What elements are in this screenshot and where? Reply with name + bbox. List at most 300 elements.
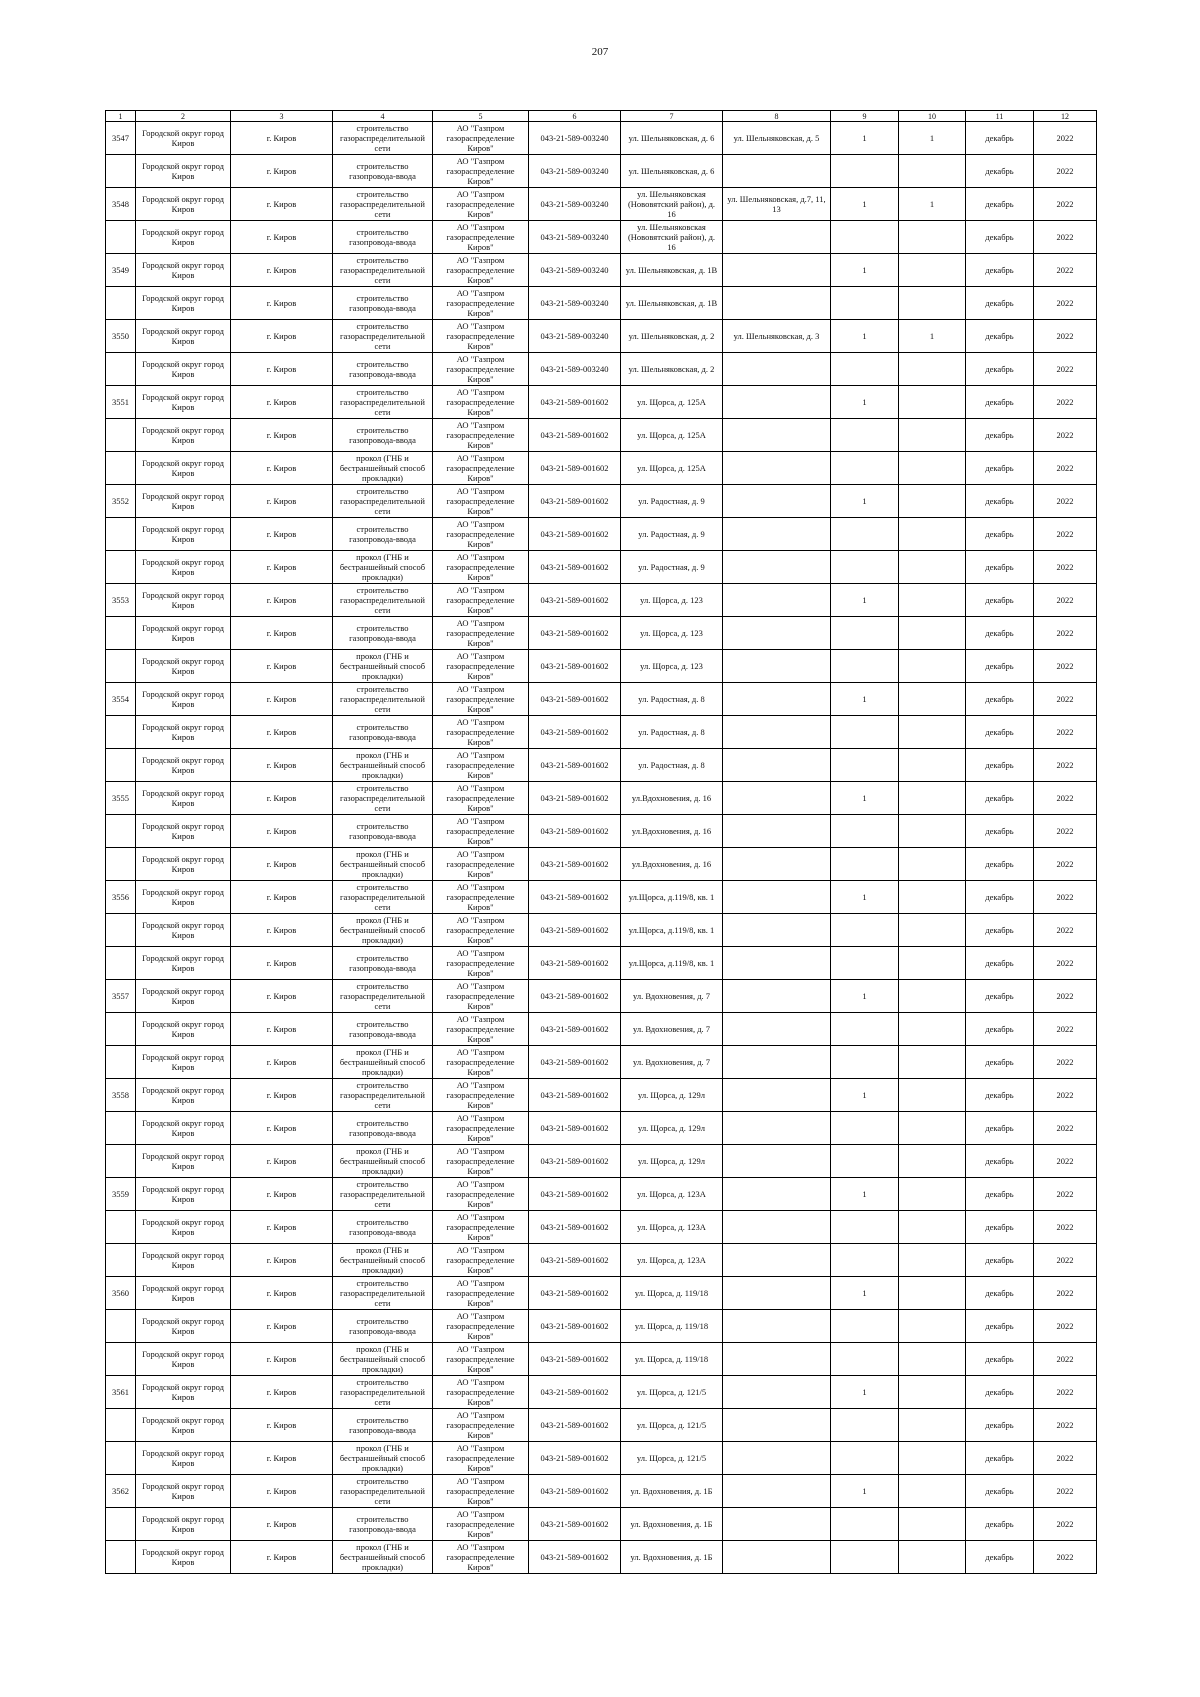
program-code-cell: 043-21-589-001602 xyxy=(529,1376,621,1409)
organization-cell: АО "Газпром газораспределение Киров" xyxy=(433,1112,529,1145)
settlement-cell: г. Киров xyxy=(231,1442,333,1475)
settlement-cell: г. Киров xyxy=(231,1112,333,1145)
quantity-a-cell: 1 xyxy=(831,782,899,815)
quantity-a-cell: 1 xyxy=(831,320,899,353)
month-cell: декабрь xyxy=(966,683,1034,716)
column-number-cell: 4 xyxy=(333,111,433,122)
program-code-cell: 043-21-589-001602 xyxy=(529,947,621,980)
quantity-a-cell xyxy=(831,617,899,650)
year-cell: 2022 xyxy=(1034,155,1097,188)
month-cell: декабрь xyxy=(966,650,1034,683)
work-type-cell: строительство газораспределительной сети xyxy=(333,584,433,617)
program-code-cell: 043-21-589-001602 xyxy=(529,683,621,716)
municipality-cell: Городской округ город Киров xyxy=(136,1211,231,1244)
quantity-a-cell xyxy=(831,716,899,749)
year-cell: 2022 xyxy=(1034,221,1097,254)
address-cell: ул. Шельняковская, д. 2 xyxy=(621,353,723,386)
settlement-cell: г. Киров xyxy=(231,782,333,815)
year-cell: 2022 xyxy=(1034,1409,1097,1442)
row-number-cell xyxy=(106,452,136,485)
quantity-b-cell xyxy=(899,221,966,254)
address-cell: ул. Вдохновения, д. 7 xyxy=(621,1046,723,1079)
connected-addresses-cell xyxy=(723,1409,831,1442)
address-cell: ул.Щорса, д.119/8, кв. 1 xyxy=(621,914,723,947)
program-code-cell: 043-21-589-001602 xyxy=(529,782,621,815)
table-row xyxy=(106,386,1097,419)
work-type-cell: строительство газопровода-ввода xyxy=(333,518,433,551)
municipality-cell: Городской округ город Киров xyxy=(136,1343,231,1376)
quantity-b-cell xyxy=(899,1145,966,1178)
connected-addresses-cell xyxy=(723,1079,831,1112)
quantity-a-cell: 1 xyxy=(831,584,899,617)
address-cell: ул. Щорса, д. 123А xyxy=(621,1211,723,1244)
settlement-cell: г. Киров xyxy=(231,1145,333,1178)
year-cell: 2022 xyxy=(1034,452,1097,485)
municipality-cell: Городской округ город Киров xyxy=(136,1310,231,1343)
year-cell: 2022 xyxy=(1034,1013,1097,1046)
settlement-cell: г. Киров xyxy=(231,419,333,452)
table-row xyxy=(106,1343,1097,1376)
settlement-cell: г. Киров xyxy=(231,254,333,287)
quantity-b-cell xyxy=(899,947,966,980)
settlement-cell: г. Киров xyxy=(231,122,333,155)
row-number-cell: 3550 xyxy=(106,320,136,353)
connected-addresses-cell: ул. Шельняковская, д. 5 xyxy=(723,122,831,155)
year-cell: 2022 xyxy=(1034,650,1097,683)
work-type-cell: прокол (ГНБ и бестраншейный способ прокладки) xyxy=(333,1046,433,1079)
month-cell: декабрь xyxy=(966,1211,1034,1244)
year-cell: 2022 xyxy=(1034,551,1097,584)
quantity-b-cell xyxy=(899,1211,966,1244)
connected-addresses-cell xyxy=(723,1475,831,1508)
month-cell: декабрь xyxy=(966,452,1034,485)
organization-cell: АО "Газпром газораспределение Киров" xyxy=(433,1277,529,1310)
quantity-b-cell xyxy=(899,551,966,584)
work-type-cell: строительство газопровода-ввода xyxy=(333,1508,433,1541)
year-cell: 2022 xyxy=(1034,782,1097,815)
table-row xyxy=(106,221,1097,254)
quantity-a-cell xyxy=(831,1145,899,1178)
address-cell: ул.Вдохновения, д. 16 xyxy=(621,782,723,815)
year-cell: 2022 xyxy=(1034,848,1097,881)
connected-addresses-cell xyxy=(723,848,831,881)
quantity-a-cell xyxy=(831,287,899,320)
table-row xyxy=(106,1442,1097,1475)
table-row xyxy=(106,617,1097,650)
month-cell: декабрь xyxy=(966,155,1034,188)
settlement-cell: г. Киров xyxy=(231,221,333,254)
municipality-cell: Городской округ город Киров xyxy=(136,947,231,980)
settlement-cell: г. Киров xyxy=(231,617,333,650)
work-type-cell: строительство газораспределительной сети xyxy=(333,254,433,287)
quantity-b-cell xyxy=(899,980,966,1013)
table-row xyxy=(106,254,1097,287)
settlement-cell: г. Киров xyxy=(231,1277,333,1310)
program-code-cell: 043-21-589-001602 xyxy=(529,716,621,749)
table-row xyxy=(106,287,1097,320)
organization-cell: АО "Газпром газораспределение Киров" xyxy=(433,1409,529,1442)
column-number-cell: 11 xyxy=(966,111,1034,122)
organization-cell: АО "Газпром газораспределение Киров" xyxy=(433,1211,529,1244)
work-type-cell: строительство газопровода-ввода xyxy=(333,947,433,980)
quantity-b-cell xyxy=(899,1244,966,1277)
quantity-a-cell xyxy=(831,1046,899,1079)
program-code-cell: 043-21-589-001602 xyxy=(529,1343,621,1376)
program-code-cell: 043-21-589-001602 xyxy=(529,584,621,617)
quantity-a-cell xyxy=(831,1343,899,1376)
settlement-cell: г. Киров xyxy=(231,386,333,419)
month-cell: декабрь xyxy=(966,980,1034,1013)
connected-addresses-cell xyxy=(723,1442,831,1475)
quantity-b-cell xyxy=(899,716,966,749)
work-type-cell: прокол (ГНБ и бестраншейный способ прокладки) xyxy=(333,551,433,584)
row-number-cell: 3561 xyxy=(106,1376,136,1409)
year-cell: 2022 xyxy=(1034,485,1097,518)
settlement-cell: г. Киров xyxy=(231,452,333,485)
address-cell: ул. Щорса, д. 121/5 xyxy=(621,1409,723,1442)
table-body xyxy=(106,122,1097,1574)
quantity-b-cell xyxy=(899,518,966,551)
quantity-a-cell xyxy=(831,353,899,386)
row-number-cell xyxy=(106,518,136,551)
organization-cell: АО "Газпром газораспределение Киров" xyxy=(433,650,529,683)
settlement-cell: г. Киров xyxy=(231,518,333,551)
table-row xyxy=(106,782,1097,815)
address-cell: ул. Щорса, д. 129л xyxy=(621,1112,723,1145)
work-type-cell: прокол (ГНБ и бестраншейный способ прокладки) xyxy=(333,1541,433,1574)
program-code-cell: 043-21-589-001602 xyxy=(529,650,621,683)
work-type-cell: прокол (ГНБ и бестраншейный способ прокладки) xyxy=(333,1244,433,1277)
program-code-cell: 043-21-589-001602 xyxy=(529,1013,621,1046)
row-number-cell xyxy=(106,1013,136,1046)
municipality-cell: Городской округ город Киров xyxy=(136,848,231,881)
row-number-cell: 3556 xyxy=(106,881,136,914)
municipality-cell: Городской округ город Киров xyxy=(136,650,231,683)
work-type-cell: строительство газораспределительной сети xyxy=(333,1277,433,1310)
month-cell: декабрь xyxy=(966,1244,1034,1277)
month-cell: декабрь xyxy=(966,815,1034,848)
connected-addresses-cell xyxy=(723,155,831,188)
work-type-cell: строительство газораспределительной сети xyxy=(333,782,433,815)
organization-cell: АО "Газпром газораспределение Киров" xyxy=(433,782,529,815)
connected-addresses-cell xyxy=(723,584,831,617)
quantity-b-cell: 1 xyxy=(899,320,966,353)
quantity-a-cell xyxy=(831,815,899,848)
quantity-b-cell xyxy=(899,1310,966,1343)
row-number-cell xyxy=(106,1310,136,1343)
organization-cell: АО "Газпром газораспределение Киров" xyxy=(433,155,529,188)
program-code-cell: 043-21-589-001602 xyxy=(529,1409,621,1442)
organization-cell: АО "Газпром газораспределение Киров" xyxy=(433,419,529,452)
municipality-cell: Городской округ город Киров xyxy=(136,1079,231,1112)
quantity-b-cell xyxy=(899,1112,966,1145)
year-cell: 2022 xyxy=(1034,353,1097,386)
month-cell: декабрь xyxy=(966,1409,1034,1442)
connected-addresses-cell xyxy=(723,1343,831,1376)
address-cell: ул. Щорса, д. 129л xyxy=(621,1145,723,1178)
year-cell: 2022 xyxy=(1034,518,1097,551)
year-cell: 2022 xyxy=(1034,584,1097,617)
work-type-cell: прокол (ГНБ и бестраншейный способ прокладки) xyxy=(333,1145,433,1178)
program-code-cell: 043-21-589-003240 xyxy=(529,188,621,221)
quantity-a-cell xyxy=(831,1508,899,1541)
work-type-cell: строительство газораспределительной сети xyxy=(333,188,433,221)
quantity-b-cell xyxy=(899,386,966,419)
organization-cell: АО "Газпром газораспределение Киров" xyxy=(433,914,529,947)
program-code-cell: 043-21-589-001602 xyxy=(529,1541,621,1574)
page-number: 207 xyxy=(591,46,609,58)
table-row xyxy=(106,155,1097,188)
row-number-cell xyxy=(106,551,136,584)
program-code-cell: 043-21-589-001602 xyxy=(529,815,621,848)
work-type-cell: строительство газопровода-ввода xyxy=(333,1211,433,1244)
address-cell: ул. Радостная, д. 9 xyxy=(621,551,723,584)
program-code-cell: 043-21-589-003240 xyxy=(529,353,621,386)
address-cell: ул. Щорса, д. 123 xyxy=(621,584,723,617)
program-code-cell: 043-21-589-001602 xyxy=(529,1277,621,1310)
address-cell: ул. Радостная, д. 9 xyxy=(621,518,723,551)
organization-cell: АО "Газпром газораспределение Киров" xyxy=(433,1013,529,1046)
connected-addresses-cell xyxy=(723,551,831,584)
organization-cell: АО "Газпром газораспределение Киров" xyxy=(433,617,529,650)
address-cell: ул. Радостная, д. 9 xyxy=(621,485,723,518)
work-type-cell: строительство газораспределительной сети xyxy=(333,386,433,419)
organization-cell: АО "Газпром газораспределение Киров" xyxy=(433,881,529,914)
organization-cell: АО "Газпром газораспределение Киров" xyxy=(433,1079,529,1112)
table-header xyxy=(106,111,1097,122)
organization-cell: АО "Газпром газораспределение Киров" xyxy=(433,1376,529,1409)
quantity-a-cell: 1 xyxy=(831,1178,899,1211)
address-cell: ул. Шельняковская (Нововятский район), д. 16 xyxy=(621,188,723,221)
month-cell: декабрь xyxy=(966,848,1034,881)
organization-cell: АО "Газпром газораспределение Киров" xyxy=(433,254,529,287)
table-row xyxy=(106,716,1097,749)
program-code-cell: 043-21-589-003240 xyxy=(529,287,621,320)
month-cell: декабрь xyxy=(966,749,1034,782)
quantity-b-cell xyxy=(899,782,966,815)
table-row xyxy=(106,1145,1097,1178)
quantity-b-cell xyxy=(899,254,966,287)
column-number-cell: 12 xyxy=(1034,111,1097,122)
organization-cell: АО "Газпром газораспределение Киров" xyxy=(433,485,529,518)
address-cell: ул. Щорса, д. 121/5 xyxy=(621,1376,723,1409)
month-cell: декабрь xyxy=(966,617,1034,650)
table-row xyxy=(106,584,1097,617)
settlement-cell: г. Киров xyxy=(231,1409,333,1442)
address-cell: ул. Щорса, д. 119/18 xyxy=(621,1310,723,1343)
settlement-cell: г. Киров xyxy=(231,914,333,947)
organization-cell: АО "Газпром газораспределение Киров" xyxy=(433,1046,529,1079)
row-number-cell xyxy=(106,815,136,848)
work-type-cell: строительство газораспределительной сети xyxy=(333,1376,433,1409)
quantity-a-cell xyxy=(831,518,899,551)
table-row xyxy=(106,914,1097,947)
organization-cell: АО "Газпром газораспределение Киров" xyxy=(433,188,529,221)
row-number-cell: 3547 xyxy=(106,122,136,155)
quantity-b-cell xyxy=(899,419,966,452)
organization-cell: АО "Газпром газораспределение Киров" xyxy=(433,1541,529,1574)
year-cell: 2022 xyxy=(1034,386,1097,419)
program-code-cell: 043-21-589-001602 xyxy=(529,1145,621,1178)
column-number-cell: 6 xyxy=(529,111,621,122)
quantity-a-cell: 1 xyxy=(831,683,899,716)
quantity-a-cell xyxy=(831,419,899,452)
work-type-cell: строительство газораспределительной сети xyxy=(333,122,433,155)
quantity-a-cell xyxy=(831,1541,899,1574)
row-number-cell xyxy=(106,1442,136,1475)
row-number-cell: 3554 xyxy=(106,683,136,716)
table-row xyxy=(106,1079,1097,1112)
row-number-cell xyxy=(106,1211,136,1244)
settlement-cell: г. Киров xyxy=(231,188,333,221)
program-code-cell: 043-21-589-001602 xyxy=(529,1112,621,1145)
row-number-cell xyxy=(106,1541,136,1574)
address-cell: ул. Щорса, д. 129л xyxy=(621,1079,723,1112)
month-cell: декабрь xyxy=(966,782,1034,815)
quantity-b-cell xyxy=(899,815,966,848)
month-cell: декабрь xyxy=(966,485,1034,518)
municipality-cell: Городской округ город Киров xyxy=(136,320,231,353)
month-cell: декабрь xyxy=(966,1343,1034,1376)
organization-cell: АО "Газпром газораспределение Киров" xyxy=(433,287,529,320)
quantity-a-cell xyxy=(831,947,899,980)
program-code-cell: 043-21-589-001602 xyxy=(529,551,621,584)
organization-cell: АО "Газпром газораспределение Киров" xyxy=(433,518,529,551)
municipality-cell: Городской округ город Киров xyxy=(136,1244,231,1277)
column-number-cell: 3 xyxy=(231,111,333,122)
settlement-cell: г. Киров xyxy=(231,353,333,386)
row-number-cell xyxy=(106,650,136,683)
municipality-cell: Городской округ город Киров xyxy=(136,1013,231,1046)
program-code-cell: 043-21-589-003240 xyxy=(529,155,621,188)
address-cell: ул. Шельняковская, д. 1В xyxy=(621,254,723,287)
program-code-cell: 043-21-589-001602 xyxy=(529,980,621,1013)
month-cell: декабрь xyxy=(966,716,1034,749)
program-code-cell: 043-21-589-001602 xyxy=(529,1244,621,1277)
quantity-a-cell xyxy=(831,1211,899,1244)
program-code-cell: 043-21-589-001602 xyxy=(529,1442,621,1475)
connected-addresses-cell xyxy=(723,1376,831,1409)
quantity-b-cell xyxy=(899,485,966,518)
year-cell: 2022 xyxy=(1034,716,1097,749)
connected-addresses-cell xyxy=(723,683,831,716)
row-number-cell xyxy=(106,1508,136,1541)
row-number-cell xyxy=(106,749,136,782)
settlement-cell: г. Киров xyxy=(231,1178,333,1211)
organization-cell: АО "Газпром газораспределение Киров" xyxy=(433,1508,529,1541)
connected-addresses-cell xyxy=(723,980,831,1013)
row-number-cell xyxy=(106,1409,136,1442)
row-number-cell xyxy=(106,1046,136,1079)
address-cell: ул. Щорса, д. 123 xyxy=(621,650,723,683)
year-cell: 2022 xyxy=(1034,320,1097,353)
quantity-b-cell xyxy=(899,1277,966,1310)
year-cell: 2022 xyxy=(1034,1244,1097,1277)
row-number-cell: 3553 xyxy=(106,584,136,617)
program-code-cell: 043-21-589-001602 xyxy=(529,1310,621,1343)
quantity-b-cell xyxy=(899,1079,966,1112)
month-cell: декабрь xyxy=(966,353,1034,386)
organization-cell: АО "Газпром газораспределение Киров" xyxy=(433,683,529,716)
connected-addresses-cell xyxy=(723,782,831,815)
municipality-cell: Городской округ город Киров xyxy=(136,1508,231,1541)
connected-addresses-cell xyxy=(723,815,831,848)
table-row xyxy=(106,749,1097,782)
year-cell: 2022 xyxy=(1034,188,1097,221)
table-row xyxy=(106,485,1097,518)
address-cell: ул. Вдохновения, д. 1Б xyxy=(621,1508,723,1541)
address-cell: ул. Шельняковская, д. 2 xyxy=(621,320,723,353)
connected-addresses-cell xyxy=(723,1277,831,1310)
month-cell: декабрь xyxy=(966,320,1034,353)
column-number-cell: 9 xyxy=(831,111,899,122)
address-cell: ул. Щорса, д. 125А xyxy=(621,419,723,452)
work-type-cell: строительство газораспределительной сети xyxy=(333,485,433,518)
quantity-b-cell xyxy=(899,1541,966,1574)
row-number-cell xyxy=(106,1343,136,1376)
table-row xyxy=(106,1310,1097,1343)
connected-addresses-cell xyxy=(723,485,831,518)
row-number-cell xyxy=(106,419,136,452)
quantity-b-cell xyxy=(899,452,966,485)
quantity-b-cell xyxy=(899,1343,966,1376)
municipality-cell: Городской округ город Киров xyxy=(136,1475,231,1508)
year-cell: 2022 xyxy=(1034,1475,1097,1508)
year-cell: 2022 xyxy=(1034,1310,1097,1343)
organization-cell: АО "Газпром газораспределение Киров" xyxy=(433,1145,529,1178)
month-cell: декабрь xyxy=(966,1046,1034,1079)
municipality-cell: Городской округ город Киров xyxy=(136,683,231,716)
row-number-cell: 3555 xyxy=(106,782,136,815)
connected-addresses-cell xyxy=(723,287,831,320)
municipality-cell: Городской округ город Киров xyxy=(136,485,231,518)
work-type-cell: строительство газопровода-ввода xyxy=(333,617,433,650)
table-row xyxy=(106,1112,1097,1145)
month-cell: декабрь xyxy=(966,881,1034,914)
year-cell: 2022 xyxy=(1034,1145,1097,1178)
municipality-cell: Городской округ город Киров xyxy=(136,1442,231,1475)
table-row xyxy=(106,1277,1097,1310)
address-cell: ул. Вдохновения, д. 7 xyxy=(621,980,723,1013)
connected-addresses-cell xyxy=(723,518,831,551)
municipality-cell: Городской округ город Киров xyxy=(136,980,231,1013)
table-row xyxy=(106,980,1097,1013)
work-type-cell: строительство газопровода-ввода xyxy=(333,1310,433,1343)
municipality-cell: Городской округ город Киров xyxy=(136,386,231,419)
row-number-cell xyxy=(106,716,136,749)
municipality-cell: Городской округ город Киров xyxy=(136,914,231,947)
quantity-b-cell xyxy=(899,1508,966,1541)
table-row xyxy=(106,1013,1097,1046)
row-number-cell: 3551 xyxy=(106,386,136,419)
municipality-cell: Городской округ город Киров xyxy=(136,617,231,650)
program-code-cell: 043-21-589-001602 xyxy=(529,518,621,551)
month-cell: декабрь xyxy=(966,1079,1034,1112)
organization-cell: АО "Газпром газораспределение Киров" xyxy=(433,980,529,1013)
work-type-cell: строительство газораспределительной сети xyxy=(333,1079,433,1112)
program-code-cell: 043-21-589-003240 xyxy=(529,254,621,287)
month-cell: декабрь xyxy=(966,1178,1034,1211)
quantity-b-cell xyxy=(899,683,966,716)
address-cell: ул. Шельняковская, д. 1В xyxy=(621,287,723,320)
column-number-cell: 8 xyxy=(723,111,831,122)
table-row xyxy=(106,1475,1097,1508)
row-number-cell xyxy=(106,155,136,188)
connected-addresses-cell xyxy=(723,1244,831,1277)
connected-addresses-cell xyxy=(723,1046,831,1079)
quantity-b-cell xyxy=(899,155,966,188)
quantity-b-cell xyxy=(899,1376,966,1409)
